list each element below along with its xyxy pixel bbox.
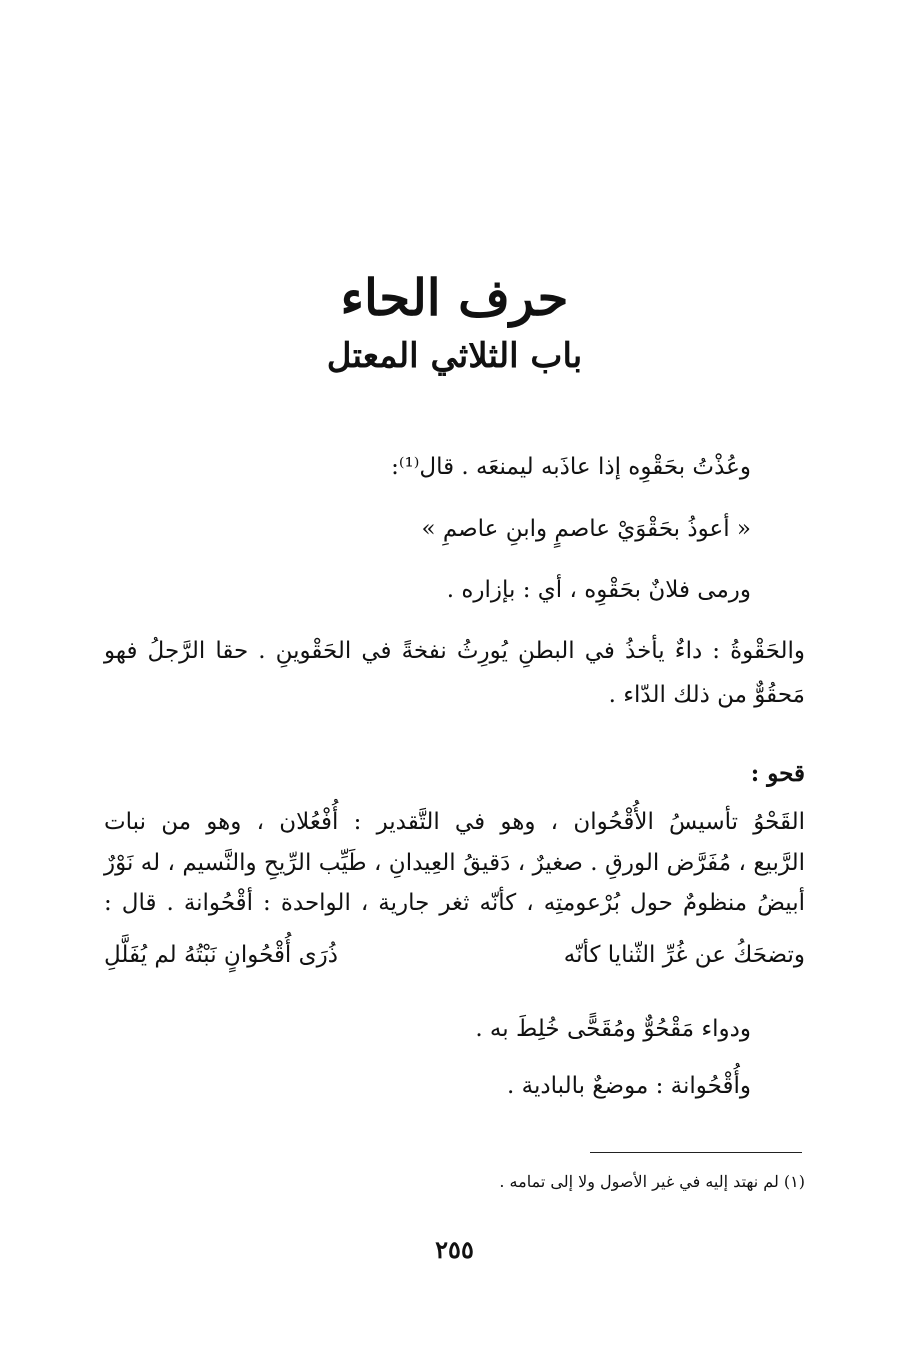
paragraph-line: أبيضُ منظومٌ حول بُرْعومتِه ، كأنّه ثغر جارية ، الواحدة : أقْحُوانة . قال : [104,890,805,916]
paragraph-line: الرَّبيع ، مُفَرَّض الورقِ . صغيرٌ ، دَقيقُ العِيدانِ ، طَيِّب الرِّيحِ والنَّسيم ، له نَوْرٌ [104,850,805,876]
chapter-title: باب الثلاثي المعتل [326,336,583,376]
verse-first-hemistich: وتضحَكُ عن غُرِّ الثّنايا كأنّه [563,942,805,968]
section-label: قحو : [750,760,805,787]
page-number: ٢٥٥ [435,1235,474,1264]
footnote-divider [590,1152,802,1153]
verse-second-hemistich: ذُرَى أُقْحُوانٍ نَبْتُهُ لم يُفَلَّلِ [104,942,338,968]
paragraph-line: القَحْوُ تأسيسُ الأُقْحُوان ، وهو في التَّقدير : أُفْعُلان ، وهو من نبات [104,809,805,835]
paragraph-line: مَحقُوٌّ من ذلك الدّاء . [608,682,805,708]
paragraph-line: والحَقْوةُ : داءٌ يأخذُ في البطنِ يُورِثُ نفخةً في الحَقْوينِ . حقا الرَّجلُ فهو [104,638,805,664]
text-line: ورمى فلانٌ بحَقْوِه ، أي : بإزاره . [446,577,751,603]
text-line: وأُقْحُوانة : موضعٌ بالبادية . [507,1073,751,1099]
letter-title: حرف الحاء [340,268,569,327]
footnote: (١) لم نهتد إليه في غير الأصول ولا إلى تمامه . [499,1172,805,1191]
text-line: وعُذْتُ بحَقْوِه إذا عاذَبه ليمنعَه . قال⁽¹⁾: [391,454,751,480]
text-line: ودواء مَقْحُوٌّ ومُقَحًّى خُلِطَ به . [475,1016,751,1042]
verse-line: « أعوذُ بحَقْوَيْ عاصمٍ وابنِ عاصمِ » [421,516,751,542]
